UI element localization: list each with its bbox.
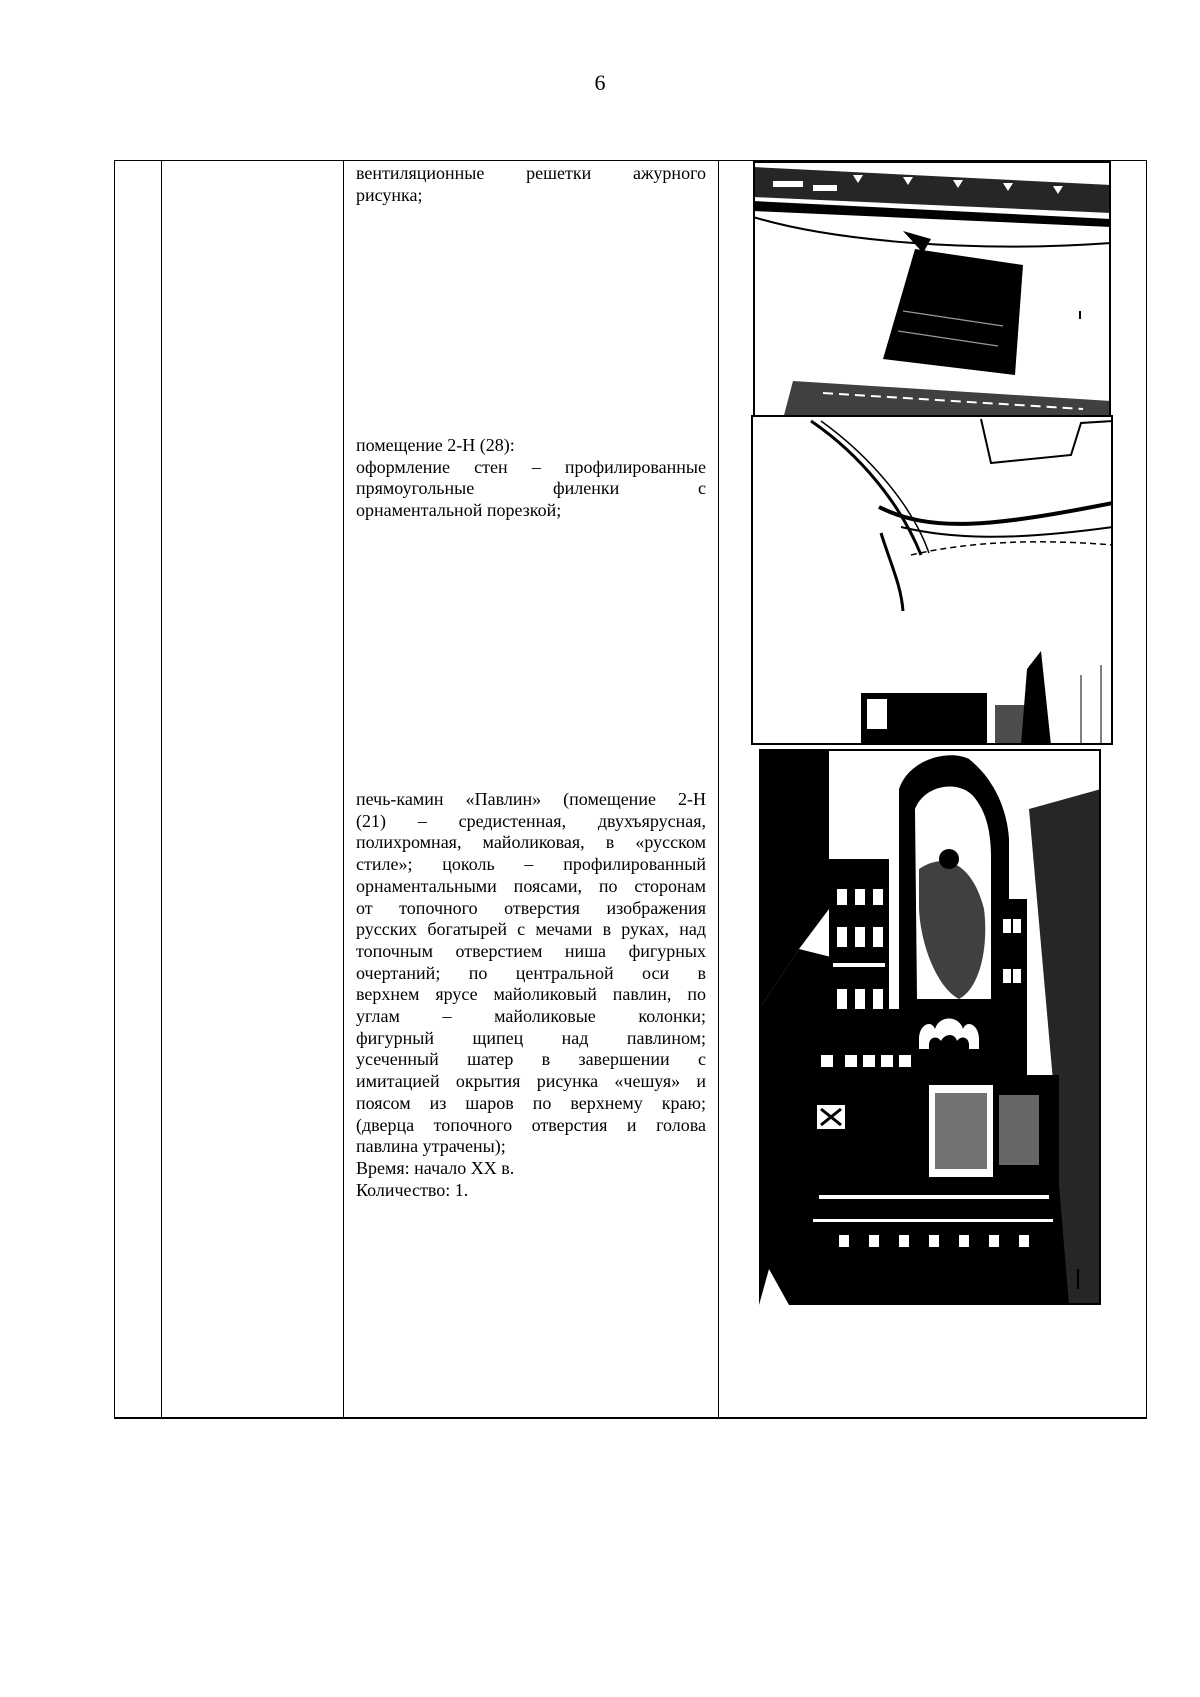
description-line: усеченный шатер в завершении с — [356, 1049, 706, 1070]
description-line: углам – майоликовые колонки; — [356, 1006, 706, 1027]
description-line: стиле»; цоколь – профилированный — [356, 854, 706, 875]
description-line: орнаментальными поясами, по сторонам — [356, 875, 706, 896]
index-cell — [115, 161, 162, 1419]
peacock-stove-photo — [759, 749, 1101, 1305]
description-line: фигурный щипец над павлином; — [356, 1027, 706, 1048]
photo-cell — [719, 161, 1147, 1419]
monument-register-table — [114, 160, 1147, 1419]
description-line: прямоугольные филенки с — [356, 478, 706, 499]
description-line: русских богатырей с мечами в руках, над — [356, 919, 706, 940]
page-number: 6 — [594, 70, 606, 95]
description-line: топочным отверстием ниша фигурных — [356, 940, 706, 961]
description-line: орнаментальной порезкой; — [356, 500, 562, 521]
description-line: печь-камин «Павлин» (помещение 2-Н — [356, 789, 706, 809]
description-line: имитацией окрытия рисунка «чешуя» и — [356, 1071, 706, 1092]
description-line: (21) – средистенная, двухъярусная, — [356, 810, 706, 831]
description-cell — [344, 161, 719, 1419]
description-line: (дверца топочного отверстия и голова — [356, 1114, 706, 1135]
description-line: полихромная, майоликовая, в «русском — [356, 832, 706, 853]
description-line: помещение 2-Н (28): — [356, 435, 515, 455]
description-line: вентиляционные решетки ажурного — [356, 163, 706, 183]
description-line: очертаний; по центральной оси в — [356, 962, 706, 983]
description-line: рисунка; — [356, 184, 423, 205]
description-line: павлина утрачены); — [356, 1136, 506, 1157]
description-line: Время: начало XX в. — [356, 1157, 515, 1178]
description-line: от топочного отверстия изображения — [356, 897, 706, 918]
description-line: Количество: 1. — [356, 1179, 469, 1200]
entry-peacock-stove-text — [356, 789, 706, 1201]
description-line: поясом из шаров по верхнему краю; — [356, 1092, 706, 1113]
wall-panels-photo — [751, 415, 1113, 745]
ventilation-grille-photo — [753, 161, 1111, 419]
description-line: оформление стен – профилированные — [356, 456, 706, 477]
description-line: верхнем ярусе майоликовый павлин, по — [356, 984, 706, 1005]
object-name-cell — [162, 161, 344, 1419]
entry-wall-panels-text — [356, 435, 706, 522]
entry-ventilation-text — [356, 163, 706, 206]
